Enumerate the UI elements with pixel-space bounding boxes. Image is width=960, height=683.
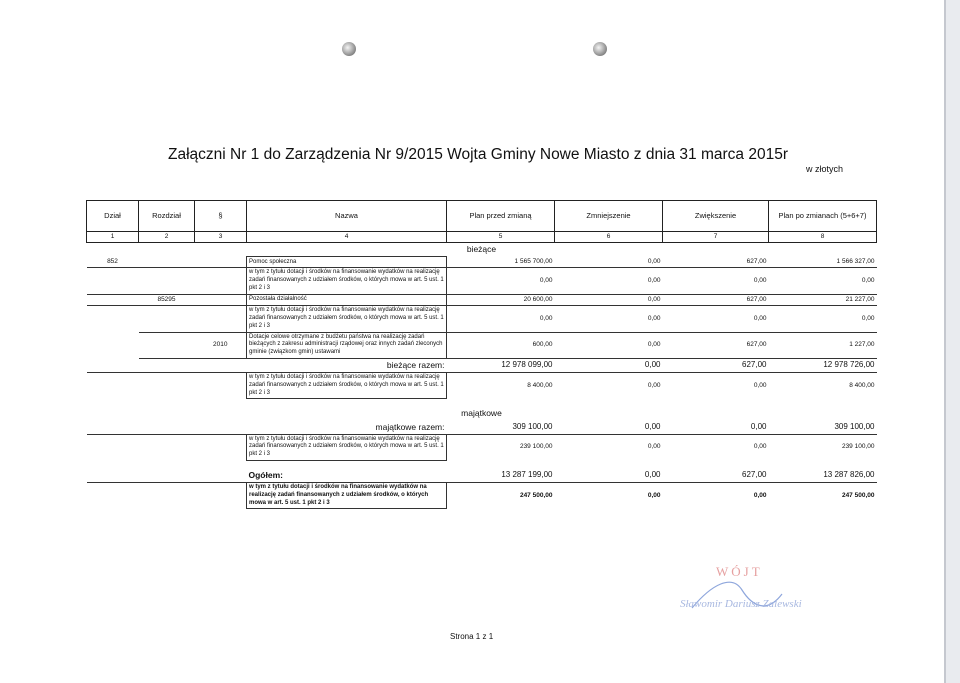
cell-plan-po: 1 566 327,00 [769,257,877,268]
cell-plan-po: 13 287 826,00 [769,469,877,483]
document-title: Załączni Nr 1 do Zarządzenia Nr 9/2015 Wojta Gminy Nowe Miasto z dnia 31 marca 2015r [168,146,788,163]
summary-row-biezace [87,359,877,373]
section-label-majatkowe: majątkowe [461,408,502,419]
table-row [87,306,877,332]
cell-nazwa: Pomoc społeczna [247,257,447,268]
cell-dzial: 852 [87,257,139,268]
section-label-biezace: bieżące [466,244,497,255]
cell-zwiekszenie: 0,00 [753,443,767,451]
cell-plan-przed: 13 287 199,00 [447,469,555,483]
column-number: 3 [195,232,247,243]
cell-zwiekszenie: 627,00 [663,332,769,358]
section-row-majatkowe [87,407,877,420]
table-row [87,373,877,399]
page-number: Strona 1 z 1 [450,632,494,641]
cell-plan-po: 1 227,00 [769,332,877,358]
cell-plan-po: 8 400,00 [849,381,875,389]
cell-zwiekszenie: 0,00 [753,491,767,499]
cell-zwiekszenie: 627,00 [663,294,769,305]
cell-paragraf: 2010 [195,332,247,358]
table-row [87,332,877,358]
header-dzial: Dział [87,201,139,232]
summary-label: bieżące razem: [87,359,447,373]
cell-zmniejszenie: 0,00 [647,381,661,389]
cell-zmniejszenie: 0,00 [555,257,663,268]
cell-zmniejszenie: 0,00 [647,443,661,451]
table-row [87,268,877,294]
signature-stamp [672,564,832,624]
header-nazwa: Nazwa [247,201,447,232]
cell-plan-po: 12 978 726,00 [769,359,877,373]
cell-plan-przed: 600,00 [447,332,555,358]
page-edge [946,0,960,683]
column-number: 4 [247,232,447,243]
header-plan-przed: Plan przed zmianą [447,201,555,232]
cell-zmniejszenie: 0,00 [555,421,663,435]
column-number: 6 [555,232,663,243]
cell-zmniejszenie: 0,00 [555,306,663,332]
summary-row-ogolem [87,469,877,483]
cell-nazwa: Dotacje celowe otrzymane z budżetu państwa na realizację zadań bieżących z zakresu administracji rządowej oraz innych zadań zleconych gminie (związkom gmin) ustawami [247,332,447,358]
cell-zmniejszenie: 0,00 [555,268,663,294]
cell-plan-po: 0,00 [769,306,877,332]
column-number: 2 [139,232,195,243]
cell-zmniejszenie: 0,00 [555,359,663,373]
cell-nazwa-wtym: w tym z tytułu dotacji i środków na finansowanie wydatków na realizację zadań finansowanych z udziałem środków, o których mowa w art. 5 ust. 1 pkt 2 i 3 [247,373,447,399]
cell-zwiekszenie: 0,00 [663,268,769,294]
cell-zwiekszenie: 0,00 [663,421,769,435]
cell-plan-po: 239 100,00 [841,443,875,451]
cell-plan-po: 309 100,00 [769,421,877,435]
section-row-biezace [87,243,877,257]
cell-plan-przed: 309 100,00 [447,421,555,435]
cell-plan-przed: 239 100,00 [519,443,553,451]
header-zmniejszenie: Zmniejszenie [555,201,663,232]
table-row [87,483,877,509]
cell-plan-po: 247 500,00 [841,491,875,499]
header-rozdzial: Rozdział [139,201,195,232]
cell-rozdzial [139,257,195,268]
table-row [87,434,877,460]
table-row [87,294,877,305]
header-row [87,201,877,232]
cell-zmniejszenie: 0,00 [555,332,663,358]
cell-zwiekszenie: 627,00 [663,257,769,268]
punch-hole-right [593,42,607,56]
column-number: 7 [663,232,769,243]
cell-nazwa: Pozostała działalność [247,294,447,305]
summary-label: majątkowe razem: [87,421,447,435]
header-plan-po: Plan po zmianach (5+6+7) [769,201,877,232]
column-number: 1 [87,232,139,243]
header-paragraf: § [195,201,247,232]
cell-plan-przed: 8 400,00 [527,381,553,389]
cell-zwiekszenie: 0,00 [753,381,767,389]
cell-zmniejszenie: 0,00 [647,491,661,499]
cell-plan-przed: 20 600,00 [447,294,555,305]
cell-plan-przed: 12 978 099,00 [447,359,555,373]
column-number-row [87,232,877,243]
punch-hole-left [342,42,356,56]
table-row [87,257,877,268]
stamp-title: WÓJT [716,564,763,579]
column-number: 5 [447,232,555,243]
cell-paragraf [195,257,247,268]
summary-row-majatkowe [87,421,877,435]
signature-name: Sławomir Dariusz Zalewski [680,598,802,610]
cell-plan-po: 21 227,00 [769,294,877,305]
cell-plan-przed: 0,00 [447,306,555,332]
summary-label: Ogółem: [247,469,447,483]
unit-label: w złotych [806,164,844,174]
cell-plan-przed: 247 500,00 [519,491,553,499]
cell-zwiekszenie: 627,00 [663,469,769,483]
cell-zmniejszenie: 0,00 [555,294,663,305]
cell-plan-przed: 0,00 [447,268,555,294]
cell-rozdzial: 85295 [139,294,195,305]
cell-zmniejszenie: 0,00 [555,469,663,483]
cell-nazwa-wtym: w tym z tytułu dotacji i środków na finansowanie wydatków na realizację zadań finansowanych z udziałem środków, o których mowa w art. 5 ust. 1 pkt 2 i 3 [247,483,447,509]
cell-plan-po: 0,00 [769,268,877,294]
cell-zwiekszenie: 627,00 [663,359,769,373]
cell-nazwa-wtym: w tym z tytułu dotacji i środków na finansowanie wydatków na realizację zadań finansowanych z udziałem środków, o których mowa w art. 5 ust. 1 pkt 2 i 3 [247,268,447,294]
cell-nazwa-wtym: w tym z tytułu dotacji i środków na finansowanie wydatków na realizację zadań finansowanych z udziałem środków, o których mowa w art. 5 ust. 1 pkt 2 i 3 [247,306,447,332]
budget-table [86,200,877,509]
column-number: 8 [769,232,877,243]
cell-nazwa-wtym: w tym z tytułu dotacji i środków na finansowanie wydatków na realizację zadań finansowanych z udziałem środków, o których mowa w art. 5 ust. 1 pkt 2 i 3 [247,434,447,460]
header-zwiekszenie: Zwiększenie [663,201,769,232]
cell-plan-przed: 1 565 700,00 [447,257,555,268]
cell-zwiekszenie: 0,00 [663,306,769,332]
